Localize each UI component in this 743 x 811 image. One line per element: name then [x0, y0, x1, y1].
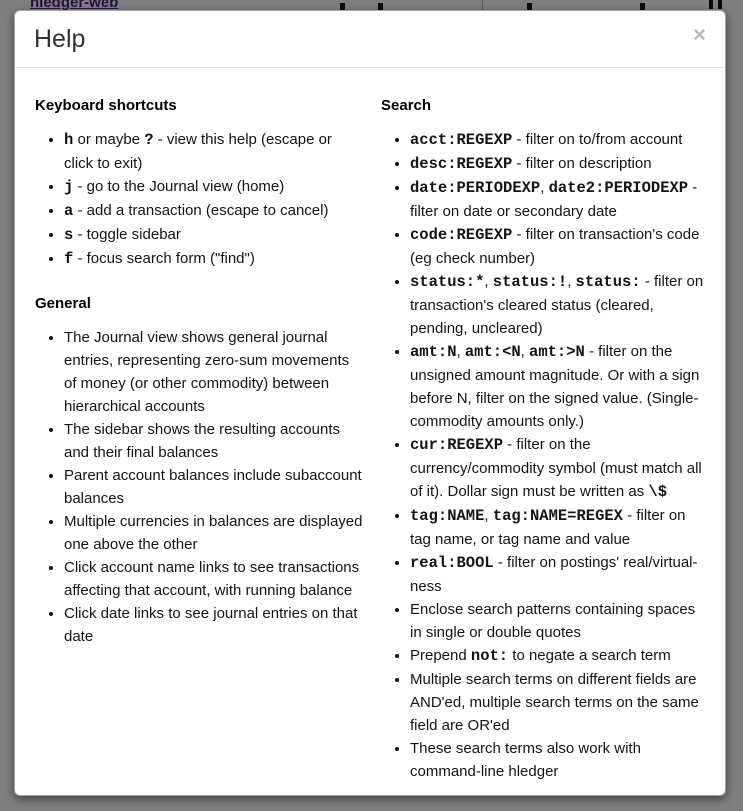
help-list-item	[410, 504, 709, 551]
modal-title: Help	[34, 25, 86, 53]
section-heading-search: Search	[381, 97, 432, 114]
text-run: - filter on to/from account	[512, 131, 683, 148]
help-list-item	[410, 551, 709, 598]
help-list-item	[410, 737, 709, 783]
help-column-right	[381, 85, 709, 796]
help-list-item	[64, 602, 363, 648]
section-heading-general: General	[35, 295, 91, 312]
search-section	[381, 95, 709, 783]
code-term: status:*	[410, 273, 485, 291]
help-list-item	[410, 644, 709, 668]
general-section	[35, 293, 363, 648]
text-run: - focus search form ("find")	[73, 250, 255, 267]
text-run: ,	[484, 507, 493, 524]
help-list-item	[64, 247, 363, 271]
code-term: tag:NAME=REGEX	[492, 507, 623, 525]
modal-header	[15, 11, 725, 68]
code-term: h	[64, 131, 74, 149]
code-term: f	[64, 250, 74, 268]
code-term: date:PERIODEXP	[410, 179, 541, 197]
close-icon[interactable]: ×	[693, 22, 706, 47]
help-list-item	[410, 598, 709, 644]
text-run: Multiple search terms on different fields are AND'ed, multiple search terms on the same field are OR'ed	[410, 671, 699, 734]
text-run: Prepend	[410, 647, 471, 664]
help-list-item	[64, 199, 363, 223]
text-run: or maybe	[73, 131, 145, 148]
code-term: status:	[575, 273, 641, 291]
text-run: - filter on transaction's cleared status (cleared, pending, uncleared)	[410, 273, 704, 337]
code-term: not:	[470, 647, 509, 665]
text-run: - filter on description	[512, 155, 652, 172]
code-term: acct:REGEXP	[410, 131, 513, 149]
text-run: Parent account balances include subaccount balances	[64, 467, 362, 507]
text-run: - filter on postings' real/virtual-ness	[410, 554, 698, 595]
code-term: ?	[144, 131, 154, 149]
code-term: amt:<N	[464, 343, 521, 361]
text-run: to negate a search term	[508, 647, 671, 664]
text-run: ,	[567, 273, 576, 290]
code-term: s	[64, 226, 74, 244]
text-run: ,	[456, 343, 465, 360]
help-list-item	[64, 418, 363, 464]
help-list-item	[64, 223, 363, 247]
text-run: Click date links to see journal entries on that date	[64, 605, 358, 645]
help-list-item	[410, 152, 709, 176]
keyboard-shortcuts-section	[35, 95, 363, 271]
help-list-item	[64, 128, 363, 175]
code-term: date2:PERIODEXP	[548, 179, 689, 197]
help-list-item	[64, 556, 363, 602]
text-run: Enclose search patterns containing spaces in single or double quotes	[410, 601, 696, 641]
text-run: - view this help (escape or click to exit)	[64, 131, 332, 172]
code-term: status:!	[492, 273, 568, 291]
text-run: ,	[540, 179, 549, 196]
text-run: The Journal view shows general journal entries, representing zero-sum movements of money (or other commodity) between hierarchical accounts	[64, 329, 350, 415]
text-run: - add a transaction (escape to cancel)	[73, 202, 329, 219]
code-term: j	[64, 178, 74, 196]
help-list-item	[410, 176, 709, 223]
keyboard-shortcuts-list	[35, 128, 363, 271]
code-term: cur:REGEXP	[410, 436, 504, 454]
code-term: \$	[648, 483, 668, 501]
code-term: code:REGEXP	[410, 226, 513, 244]
help-list-item	[410, 340, 709, 433]
text-run: - filter on the unsigned amount magnitude. Or with a sign before N, filter on the signed value. (Single-commodity amounts only.)	[410, 343, 700, 430]
text-run: Multiple currencies in balances are displayed one above the other	[64, 513, 363, 553]
code-term: amt:N	[410, 343, 457, 361]
modal-body	[15, 68, 725, 796]
text-run: - filter on date or secondary date	[410, 179, 698, 220]
code-term: real:BOOL	[410, 554, 494, 572]
help-list-item	[64, 510, 363, 556]
help-list-item	[64, 464, 363, 510]
text-run: - filter on tag name, or tag name and value	[410, 507, 686, 548]
text-run: ,	[520, 343, 530, 360]
help-modal	[14, 10, 726, 796]
help-list-item	[64, 175, 363, 199]
code-term: a	[64, 202, 74, 220]
help-list-item	[410, 668, 709, 737]
text-run: - filter on transaction's code (eg check number)	[410, 226, 700, 267]
search-list	[381, 128, 709, 783]
help-list-item	[64, 326, 363, 418]
help-list-item	[410, 270, 709, 340]
general-list	[35, 326, 363, 648]
text-run: Click account name links to see transactions affecting that account, with running balance	[64, 559, 360, 599]
section-heading-keyboard-shortcuts: Keyboard shortcuts	[35, 97, 177, 114]
code-term: tag:NAME	[410, 507, 485, 525]
code-term: desc:REGEXP	[410, 155, 513, 173]
text-run: - filter on the currency/commodity symbol (must match all of it). Dollar sign must be written as	[410, 436, 702, 500]
help-list-item	[410, 128, 709, 152]
help-list-item	[410, 433, 709, 504]
text-run: - go to the Journal view (home)	[73, 178, 285, 195]
code-term: amt:>N	[529, 343, 585, 361]
help-list-item	[410, 223, 709, 270]
text-run: - toggle sidebar	[73, 226, 181, 243]
text-run: The sidebar shows the resulting accounts and their final balances	[64, 421, 340, 461]
help-column-left	[35, 85, 363, 796]
text-run: These search terms also work with command-line hledger	[410, 740, 641, 780]
text-run: ,	[484, 273, 493, 290]
